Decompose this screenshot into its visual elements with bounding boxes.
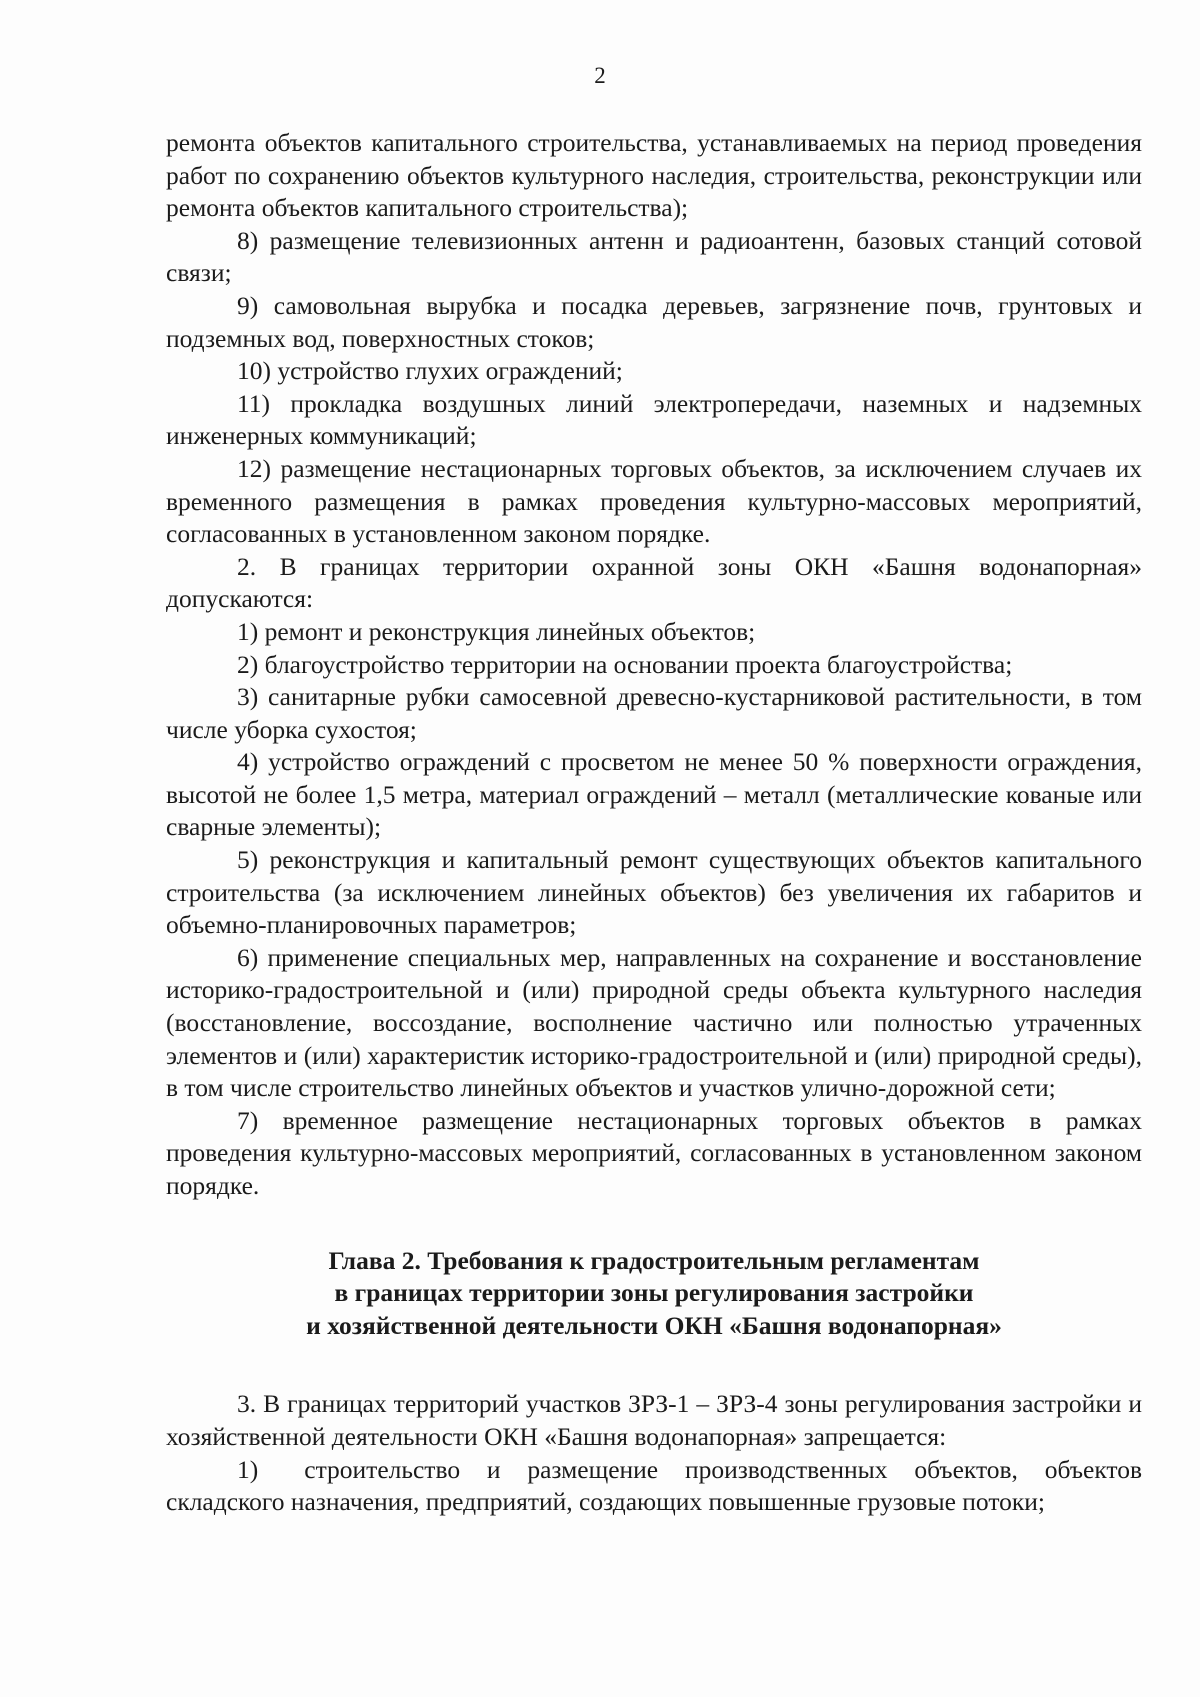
list-item: 3) санитарные рубки самосевной древесно-кустарниковой растительности, в том числе уборка сухостоя; [166,682,1142,744]
list-item: 7) временное размещение нестационарных торговых объектов в рамках проведения культурно-массовых мероприятий, согласованных в установленном законом порядке. [166,1105,1142,1200]
list-item: 6) применение специальных мер, направленных на сохранение и восстановление историко-градостроительной и (или) природной среды объекта культурного наследия (восстановление, воссоздание, восполнение частично или полностью утраченных элементов и (или) характеристик историко-градостроительной и (или) природной среды), в том числе строительство линейных объектов и участков улично-дорожной сети; [166,942,1142,1103]
list-item: 9) самовольная вырубка и посадка деревьев, загрязнение почв, грунтовых и подземных вод, поверхностных стоков; [166,290,1142,353]
list-item: 11) прокладка воздушных линий электропередачи, наземных и надземных инженерных коммуникаций; [166,388,1142,451]
document-body [166,127,1142,1519]
list-item: 12) размещение нестационарных торговых объектов, за исключением случаев их временного размещения в рамках проведения культурно-массовых мероприятий, согласованных в установленном законом порядке. [166,453,1142,549]
list-item: 8) размещение телевизионных антенн и радиоантенн, базовых станций сотовой связи; [166,225,1142,288]
chapter-heading-line: Глава 2. Требования к градостроительным регламентам [328,1245,980,1275]
list-item-number: 1) [237,1454,259,1484]
paragraph-continuation: ремонта объектов капитального строительства, устанавливаемых на период проведения работ по сохранению объектов культурного наследия, строительства, реконструкции или ремонта объектов капитального строительства); [166,128,1142,223]
chapter-heading [166,1245,1142,1343]
list-item: 10) устройство глухих ограждений; [237,356,623,386]
chapter-heading-line: в границах территории зоны регулирования застройки [334,1278,974,1308]
list-item [166,1454,1142,1519]
list-item-text: строительство и размещение производственных объектов, объектов складского назначения, предприятий, создающих повышенные грузовые потоки; [166,1454,1142,1517]
section-paragraph: 2. В границах территории охранной зоны ОКН «Башня водонапорная» допускаются: [166,551,1142,614]
list-item: 4) устройство ограждений с просветом не менее 50 % поверхности ограждения, высотой не более 1,5 метра, материал ограждений – металл (металлические кованые или сварные элементы); [166,747,1142,842]
list-item: 1) ремонт и реконструкция линейных объектов; [237,616,756,646]
section-paragraph: 3. В границах территорий участков ЗРЗ-1 – ЗРЗ-4 зоны регулирования застройки и хозяйственной деятельности ОКН «Башня водонапорная» запрещается: [166,1389,1142,1451]
page-number: 2 [594,63,606,88]
chapter-heading-line: и хозяйственной деятельности ОКН «Башня водонапорная» [306,1310,1002,1340]
list-item: 2) благоустройство территории на основании проекта благоустройства; [237,649,1013,679]
list-item: 5) реконструкция и капитальный ремонт существующих объектов капитального строительства (за исключением линейных объектов) без увеличения их габаритов и объемно-планировочных параметров; [166,845,1142,940]
